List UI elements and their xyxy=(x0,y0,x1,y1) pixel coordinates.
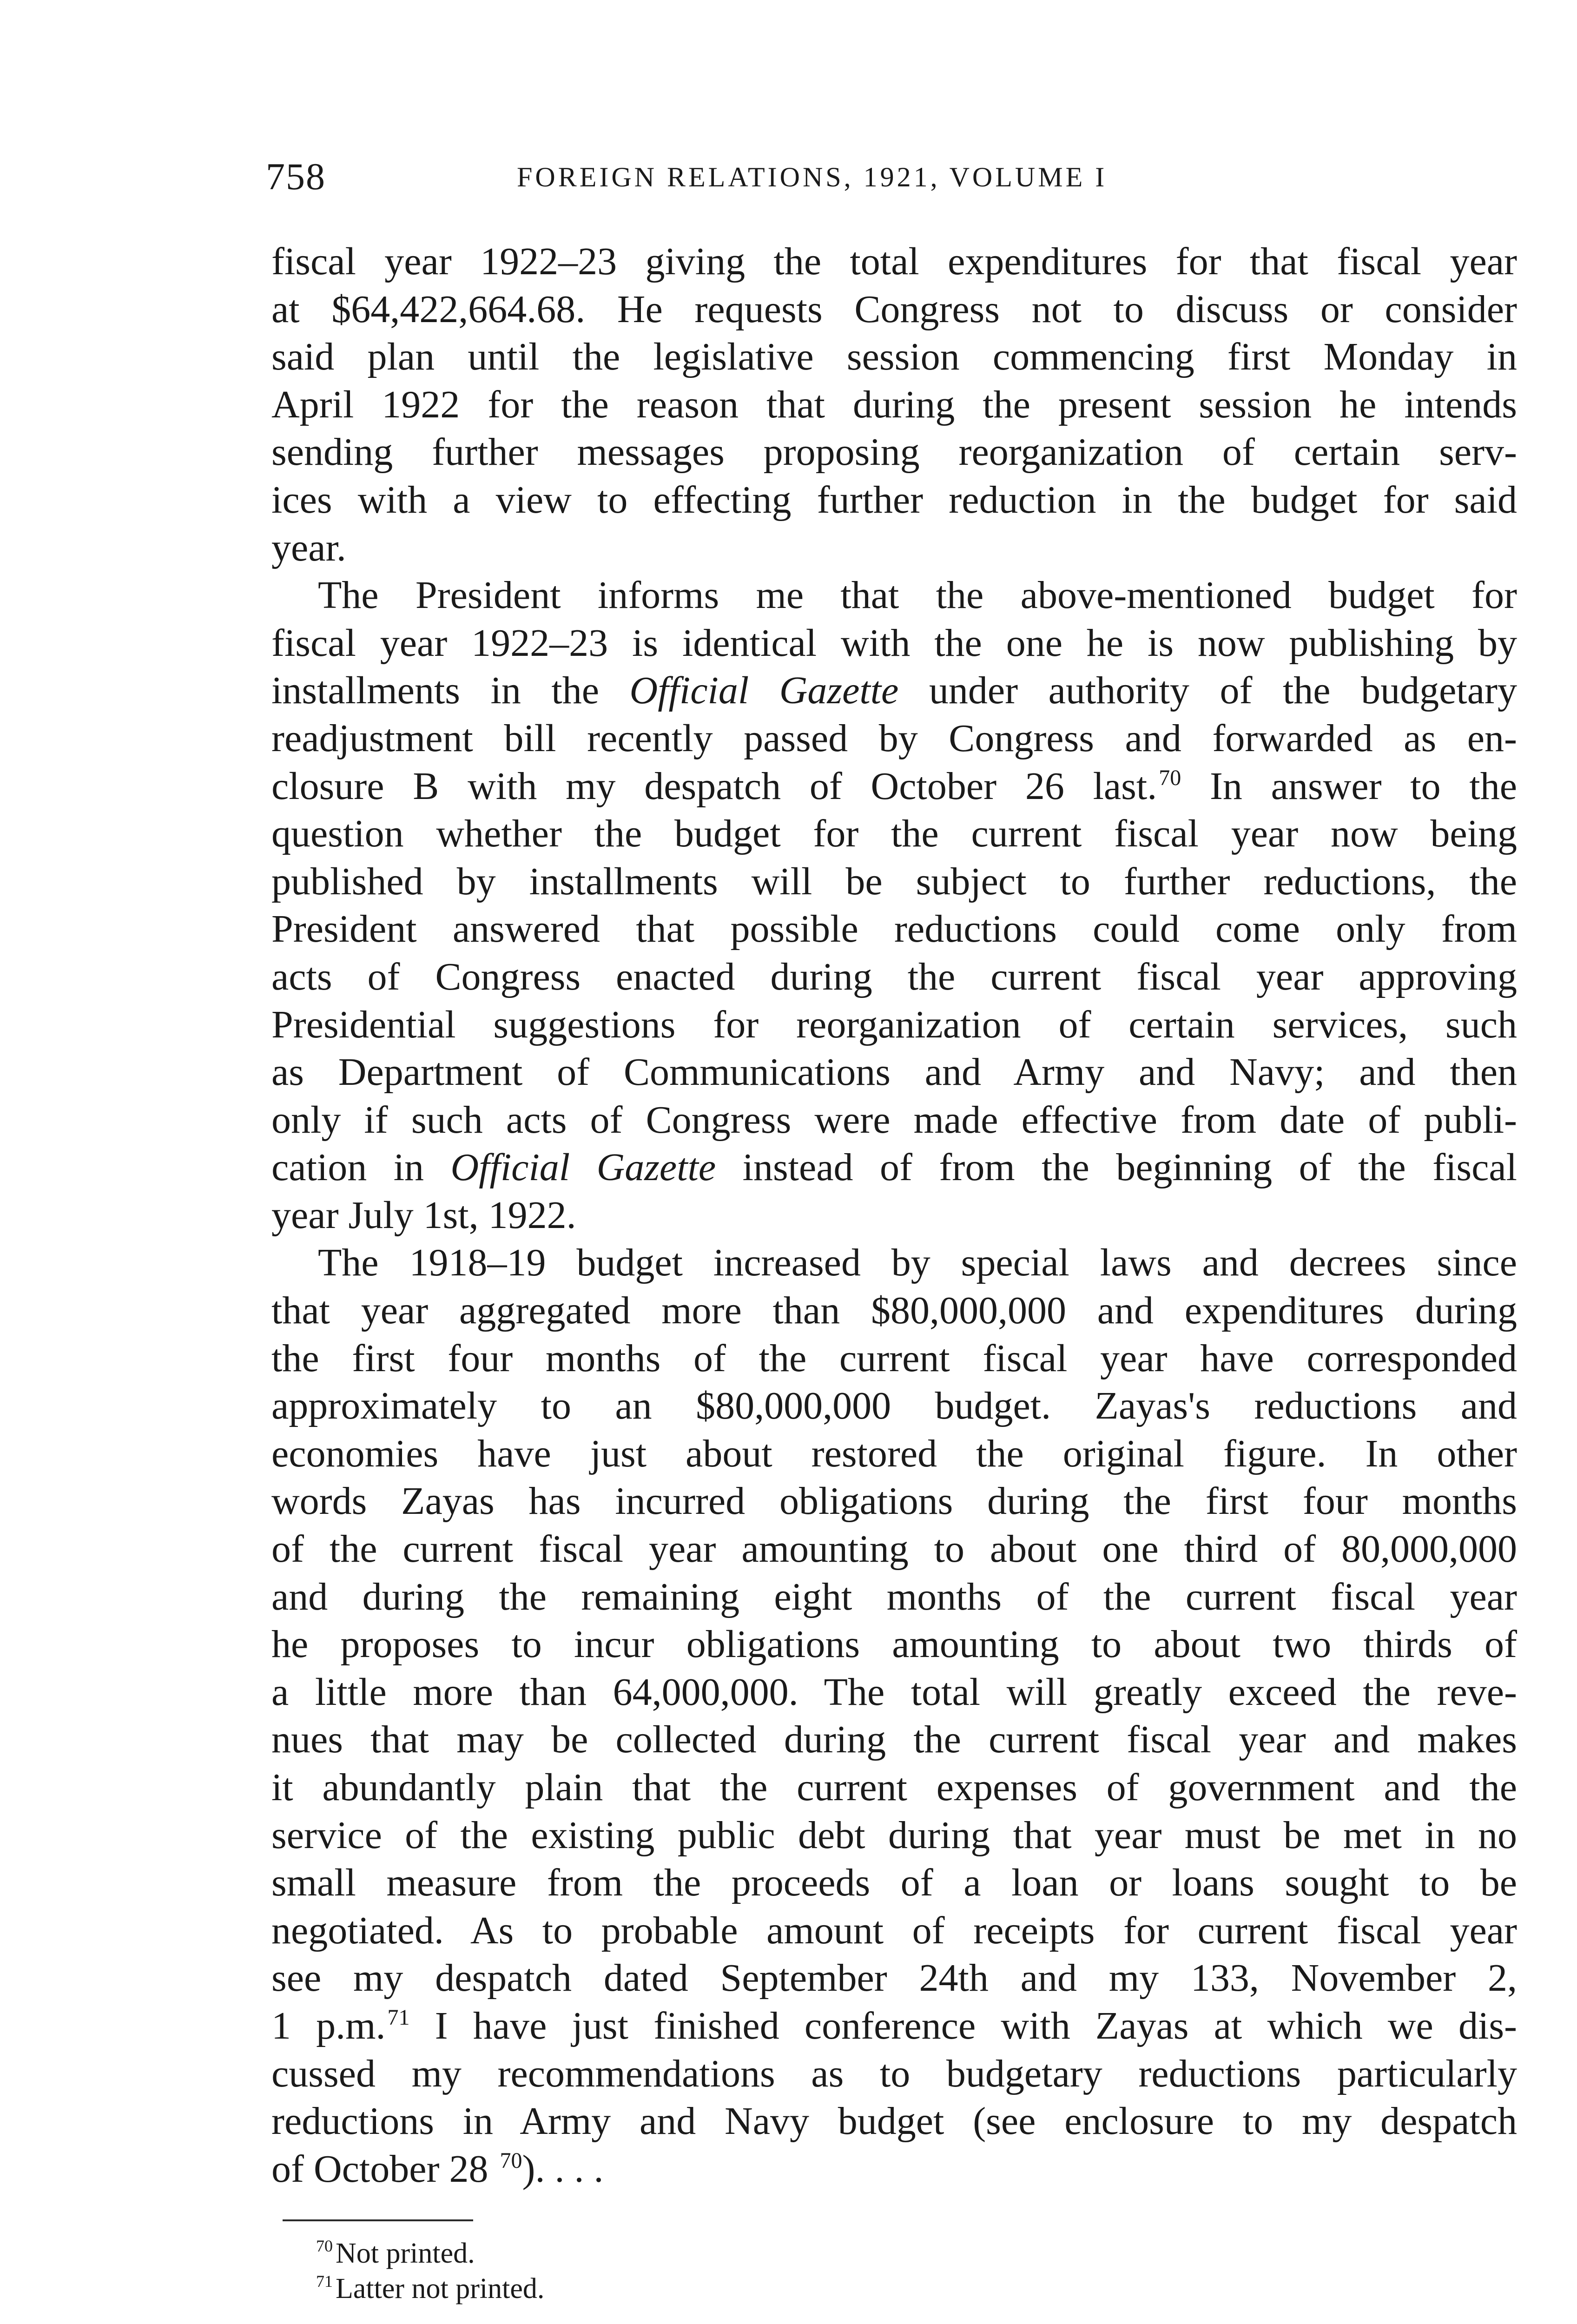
footnote-divider xyxy=(283,2219,473,2221)
text-line: negotiated. As to probable amount of receipts for current fiscal year xyxy=(271,1908,1517,1952)
text-line: ices with a view to effecting further reduction in the budget for said xyxy=(271,478,1517,522)
text-run: closure B with my despatch of October 26 last. xyxy=(271,764,1157,808)
text-line: The President informs me that the above-mentioned budget for xyxy=(318,574,1517,617)
text-line: April 1922 for the reason that during the present session he intends xyxy=(271,383,1517,426)
text-line: only if such acts of Congress were made effective from date of publi- xyxy=(271,1098,1517,1142)
text-run: under authority of the budgetary xyxy=(898,669,1517,713)
text-line: The 1918–19 budget increased by special laws and decrees since xyxy=(318,1241,1517,1285)
text-run: ). . . . xyxy=(522,2147,604,2191)
body-text xyxy=(271,238,1517,2193)
text-line: President answered that possible reductions could come only from xyxy=(271,907,1517,951)
text-run: cation in xyxy=(271,1146,451,1189)
running-head-title: FOREIGN RELATIONS, 1921, VOLUME I xyxy=(517,162,1108,192)
text-line xyxy=(271,2146,1517,2193)
text-line: economies have just about restored the original figure. In other xyxy=(271,1432,1517,1475)
footnote-text: Not printed. xyxy=(336,2238,475,2269)
text-run: of October 28 xyxy=(271,2147,498,2191)
text-line: reductions in Army and Navy budget (see enclosure to my despatch xyxy=(271,2100,1517,2143)
text-line: a little more than 64,000,000. The total will greatly exceed the reve- xyxy=(271,1670,1517,1714)
text-line: at $64,422,664.68. He requests Congress not to discuss or consider xyxy=(271,287,1517,331)
text-line: that year aggregated more than $80,000,000 and expenditures during xyxy=(271,1289,1517,1333)
text-line: see my despatch dated September 24th and my 133, November 2, xyxy=(271,1956,1517,2000)
text-line: cussed my recommendations as to budgetary reductions particularly xyxy=(271,2052,1517,2095)
publication-title: Official Gazette xyxy=(450,1146,716,1189)
text-line: it abundantly plain that the current expenses of government and the xyxy=(271,1766,1517,1809)
text-run: I have just finished conference with Zayas at which we dis- xyxy=(409,2004,1518,2047)
text-run: In answer to the xyxy=(1181,764,1517,808)
text-line: question whether the budget for the current fiscal year now being xyxy=(271,812,1517,856)
running-head xyxy=(266,153,1521,205)
text-line: the first four months of the current fiscal year have corresponded xyxy=(271,1336,1517,1380)
text-line: year. xyxy=(271,526,346,569)
text-line: service of the existing public debt during that year must be met in no xyxy=(271,1813,1517,1857)
text-line: fiscal year 1922–23 giving the total expenditures for that fiscal year xyxy=(271,240,1517,283)
footnote xyxy=(316,2236,1060,2271)
footnote xyxy=(316,2271,1060,2306)
footnotes xyxy=(316,2236,1060,2306)
footnote-marker: 71 xyxy=(316,2272,333,2291)
text-run: installments in the xyxy=(271,669,630,713)
publication-title: Official Gazette xyxy=(629,669,899,713)
text-line: fiscal year 1922–23 is identical with the one he is now publishing by xyxy=(271,621,1517,665)
text-line: acts of Congress enacted during the current fiscal year approving xyxy=(271,955,1517,998)
text-line: nues that may be collected during the current fiscal year and makes xyxy=(271,1718,1517,1762)
text-line: said plan until the legislative session commencing first Monday in xyxy=(271,335,1517,379)
text-line xyxy=(271,2002,1517,2050)
text-run: instead of from the beginning of the fiscal xyxy=(716,1146,1518,1189)
text-line: published by installments will be subject to further reductions, the xyxy=(271,859,1517,903)
footnote-marker: 70 xyxy=(316,2237,333,2255)
footnote-reference: 70 xyxy=(1159,765,1181,790)
text-run: 1 p.m. xyxy=(271,2004,386,2047)
text-line: year July 1st, 1922. xyxy=(271,1193,576,1237)
text-line xyxy=(271,667,1517,715)
text-line: Presidential suggestions for reorganization of certain services, such xyxy=(271,1003,1517,1046)
text-line: he proposes to incur obligations amounting to about two thirds of xyxy=(271,1623,1517,1666)
footnote-text: Latter not printed. xyxy=(336,2273,545,2304)
text-line xyxy=(271,1144,1517,1192)
text-line xyxy=(271,763,1517,811)
footnote-reference: 70 xyxy=(500,2148,522,2173)
text-line: readjustment bill recently passed by Congress and forwarded as en- xyxy=(271,716,1517,760)
page-number: 758 xyxy=(266,155,326,198)
text-line: and during the remaining eight months of the current fiscal year xyxy=(271,1575,1517,1618)
text-line: of the current fiscal year amounting to about one third of 80,000,000 xyxy=(271,1527,1517,1571)
footnote-reference: 71 xyxy=(387,2005,410,2030)
text-line: small measure from the proceeds of a loan or loans sought to be xyxy=(271,1861,1517,1905)
text-line: words Zayas has incurred obligations during the first four months xyxy=(271,1479,1517,1523)
text-line: sending further messages proposing reorganization of certain serv- xyxy=(271,430,1517,474)
text-line: as Department of Communications and Army and Navy; and then xyxy=(271,1050,1517,1094)
text-line: approximately to an $80,000,000 budget. Zayas's reductions and xyxy=(271,1384,1517,1428)
